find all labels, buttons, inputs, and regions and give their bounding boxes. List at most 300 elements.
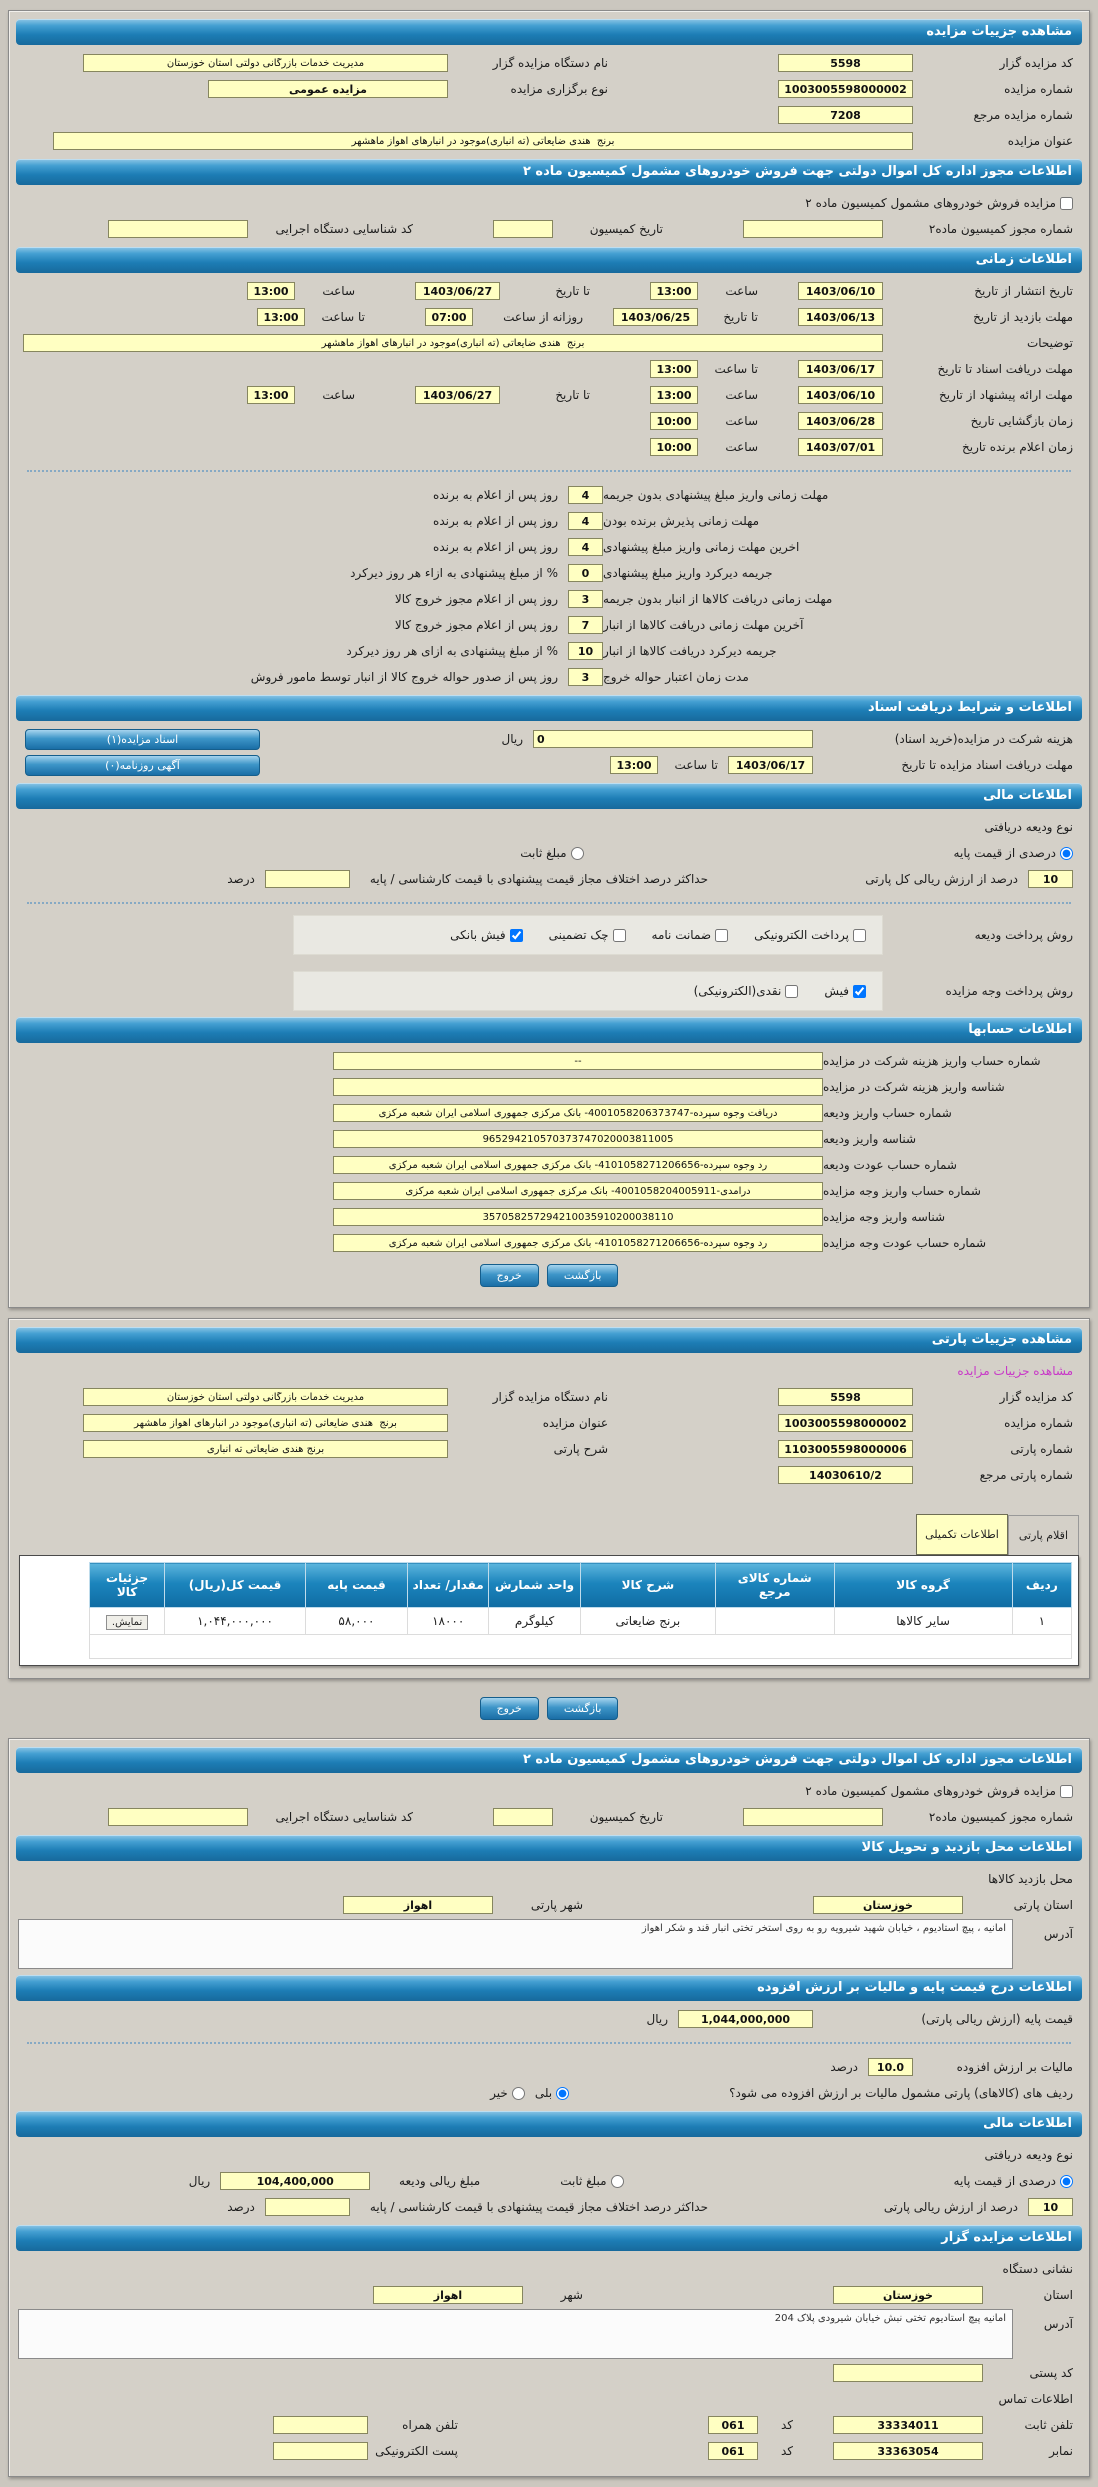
deadline-value-field[interactable] [568, 486, 603, 504]
postal-code-row [9, 2360, 1089, 2386]
party-tabs [9, 1514, 1089, 1555]
permit-checkbox-row [9, 190, 1089, 216]
visit-time-to-field[interactable] [257, 308, 305, 326]
organizer-address-label: آدرس [1043, 2317, 1073, 2331]
percent-unit-label: درصد [227, 872, 255, 886]
docs-deadline-time-field[interactable] [650, 360, 698, 378]
section-header-organizer: اطلاعات مزایده گزار [16, 2225, 1082, 2251]
back-button[interactable]: بازگشت [547, 1697, 619, 1720]
section-header-timing: اطلاعات زمانی [16, 247, 1082, 273]
cell-quantity: ۱۸۰۰۰ [408, 1608, 489, 1635]
visit-address-field[interactable]: امانیه ، پیچ استادیوم ، خیابان شهید شیرویه رو به روی استخر تختی انبار قند و شکر اهواز [18, 1919, 1013, 1969]
deadline-label: مهلت زمانی واریز مبلغ پیشنهادی بدون جریمه [603, 488, 829, 502]
permit-number-label: شماره مجوز کمیسیون ماده۲ [928, 222, 1073, 236]
base-price-label: قیمت پایه (ارزش ریالی پارتی) [921, 2012, 1073, 2026]
account-field[interactable] [333, 1104, 823, 1122]
party-organizer-field[interactable] [83, 1388, 448, 1406]
commission-date-label: تاریخ کمیسیون [589, 1810, 663, 1824]
deadline-row [9, 612, 1089, 638]
receipt-label: فیش [824, 984, 849, 998]
account-field[interactable] [333, 1182, 823, 1200]
offer-time-from-field[interactable] [650, 386, 698, 404]
email-label: پست الکترونیکی [375, 2444, 458, 2458]
auction-payment-method-row [9, 970, 1089, 1012]
account-row [9, 1074, 1089, 1100]
deposit-percent-suffix: درصد از ارزش ریالی پارتی [883, 2200, 1018, 2214]
account-row [9, 1126, 1089, 1152]
vat-row [9, 2054, 1089, 2080]
deadline-suffix: روز پس از صدور حواله خروج کالا از انبار توسط مامور فروش [250, 670, 558, 684]
phone-code-label: کد [780, 2418, 793, 2432]
party-number-label: شماره پارتی [1010, 1442, 1073, 1456]
cell-row-number: ۱ [1012, 1608, 1071, 1635]
cash-electronic-checkbox[interactable] [785, 985, 798, 998]
organizer-province-row [9, 2282, 1089, 2308]
tab-extra-info[interactable]: اطلاعات تکمیلی [916, 1514, 1008, 1555]
phone-code-field[interactable] [708, 2416, 758, 2434]
permit-number-label: شماره مجوز کمیسیون ماده۲ [928, 1810, 1073, 1824]
auction-ref-label: شماره مزایده مرجع [973, 108, 1073, 122]
exit-button[interactable]: خروج [480, 1264, 539, 1287]
permit-fields-row [9, 216, 1089, 242]
offer-deadline-row [9, 382, 1089, 408]
offer-date-to-field[interactable] [415, 386, 500, 404]
deadline-label: اخرین مهلت زمانی واریز مبلغ پیشنهادی [603, 540, 800, 554]
dotted-divider [27, 2042, 1071, 2044]
visit-until-hour-label: تا ساعت [321, 310, 365, 324]
section-header-party-details: مشاهده جزییات پارتی [16, 1327, 1082, 1353]
fixed-amount-label: مبلغ ثابت [560, 2174, 607, 2188]
agency-code-field[interactable] [108, 1808, 248, 1826]
deadline-value-field[interactable] [568, 564, 603, 582]
visit-date-from-field[interactable] [798, 308, 883, 326]
mobile-field[interactable] [273, 2416, 368, 2434]
visit-address-label: آدرس [1043, 1927, 1073, 1941]
col-ref-goods-number: شماره کالای مرجع [715, 1563, 834, 1608]
deadline-value-field[interactable] [568, 616, 603, 634]
commission-date-field[interactable] [493, 1808, 553, 1826]
party-province-label: استان پارتی [1013, 1898, 1073, 1912]
visit-to-date-label: تا تاریخ [723, 310, 758, 324]
offer-to-hour-label: ساعت [322, 388, 355, 402]
party-subject-field[interactable] [83, 1414, 448, 1432]
offer-date-from-field[interactable] [798, 386, 883, 404]
account-row [9, 1152, 1089, 1178]
visit-location-label: محل بازدید کالاها [988, 1872, 1073, 1886]
section-header-financial-1: اطلاعات مالی [16, 783, 1082, 809]
publish-time-from-field[interactable] [650, 282, 698, 300]
article2-auction-label: مزایده فروش خودروهای مشمول کمیسیون ماده ۲ [805, 1784, 1056, 1798]
party-province-field[interactable] [813, 1896, 963, 1914]
col-base-price: قیمت پایه [305, 1563, 408, 1608]
winner-date-field[interactable] [798, 438, 883, 456]
auction-code-row [9, 50, 1089, 76]
account-field[interactable] [333, 1130, 823, 1148]
newspaper-ad-button[interactable]: آگهی روزنامه(۰) [25, 755, 260, 776]
docs-purchase-date-field[interactable] [728, 756, 813, 774]
base-price-field[interactable] [678, 2010, 813, 2028]
publish-to-hour-label: ساعت [322, 284, 355, 298]
table-row [89, 1608, 1071, 1635]
auction-number-row [9, 76, 1089, 102]
deadline-value-field[interactable] [568, 668, 603, 686]
deadline-value-field[interactable] [568, 538, 603, 556]
fax-row [9, 2438, 1089, 2464]
visit-from-label: مهلت بازدید از تاریخ [973, 310, 1073, 324]
deadline-value-field[interactable] [568, 642, 603, 660]
auction-type-field[interactable] [208, 80, 448, 98]
notes-row [9, 330, 1089, 356]
daily-from-hour-label: روزانه از ساعت [503, 310, 583, 324]
docs-purchase-deadline-label: مهلت دریافت اسناد مزایده تا تاریخ [901, 758, 1073, 772]
auction-number-label: شماره مزایده [1004, 82, 1073, 96]
auction-documents-button[interactable]: اسناد مزایده(۱) [25, 729, 260, 750]
show-details-button[interactable]: نمایش. [106, 1615, 148, 1630]
table-header-row [89, 1563, 1071, 1608]
article2-auction-checkbox[interactable] [1060, 197, 1073, 210]
bank-receipt-label: فیش بانکی [450, 928, 506, 942]
visit-deadline-row [9, 304, 1089, 330]
panel1-actions [9, 1256, 1089, 1295]
party-extra-panel [8, 1738, 1090, 2477]
offer-to-date-label: تا تاریخ [555, 388, 590, 402]
cell-ref-goods-number [715, 1608, 834, 1635]
percent-of-base-radio[interactable] [1060, 2175, 1073, 2188]
organizer-province-label: استان [1043, 2288, 1073, 2302]
party-auctioneer-code-field[interactable] [778, 1388, 913, 1406]
percent-unit-label: درصد [227, 2200, 255, 2214]
deadline-value-field[interactable] [568, 512, 603, 530]
max-diff-field[interactable] [265, 870, 350, 888]
docs-purchase-until-hour-label: تا ساعت [674, 758, 718, 772]
fixed-amount-radio[interactable] [611, 2175, 624, 2188]
docs-until-hour-label: تا ساعت [714, 362, 758, 376]
auction-subject-label: عنوان مزایده [1007, 134, 1073, 148]
party-auction-details-link[interactable]: مشاهده جزییات مزایده [957, 1364, 1073, 1378]
participation-fee-row [9, 726, 1089, 752]
account-field[interactable] [333, 1078, 823, 1096]
middle-actions [0, 1689, 1098, 1728]
vat-no-radio[interactable] [512, 2087, 525, 2100]
vat-yes-label: بلی [534, 2086, 553, 2100]
col-goods-group: گروه کالا [834, 1563, 1012, 1608]
party-number-row [9, 1436, 1089, 1462]
account-label: شماره حساب عودت ودیعه [823, 1158, 957, 1172]
cell-goods-desc: برنج ضایعاتی [580, 1608, 715, 1635]
cell-count-unit: کیلوگرم [489, 1608, 581, 1635]
section-header-permit: اطلاعات مجوز اداره کل اموال دولتی جهت فروش خودروهای مشمول کمیسیون ماده ۲ [16, 159, 1082, 185]
agency-code-label: کد شناسایی دستگاه اجرایی [275, 1810, 413, 1824]
bank-receipt-checkbox[interactable] [510, 929, 523, 942]
deadline-label: مهلت زمانی پذیرش برنده بودن [603, 514, 760, 528]
auction-payment-options [293, 971, 883, 1011]
auction-ref-row [9, 102, 1089, 128]
deposit-amount-label: مبلغ ریالی ودیعه [399, 2174, 481, 2188]
fax-label: نمابر [1049, 2444, 1073, 2458]
deadline-suffix: % از مبلغ پیشنهادی به ازای هر روز دیرکرد [346, 644, 558, 658]
fixed-amount-label: مبلغ ثابت [520, 846, 567, 860]
opening-label: زمان بازگشایی تاریخ [970, 414, 1073, 428]
auctioneer-code-label: کد مزایده گزار [999, 56, 1073, 70]
deadline-row [9, 638, 1089, 664]
party-auctioneer-code-label: کد مزایده گزار [999, 1390, 1073, 1404]
party-desc-label: شرح پارتی [553, 1442, 608, 1456]
table-footer-bar [89, 1635, 1071, 1659]
account-row [9, 1100, 1089, 1126]
rial-unit-label: ریال [501, 732, 523, 746]
party-ref-row [9, 1462, 1089, 1488]
organizer-name-field[interactable] [83, 54, 448, 72]
account-label: شناسه واریز ودیعه [823, 1132, 917, 1146]
account-row [9, 1230, 1089, 1256]
tab-party-items[interactable]: اقلام پارتی [1008, 1515, 1079, 1555]
organizer-city-field[interactable] [373, 2286, 523, 2304]
deadline-row [9, 508, 1089, 534]
max-diff-field[interactable] [265, 2198, 350, 2216]
account-field[interactable] [333, 1208, 823, 1226]
guarantee-letter-label: ضمانت نامه [651, 928, 712, 942]
col-count-unit: واحد شمارش [489, 1563, 581, 1608]
email-field[interactable] [273, 2442, 368, 2460]
publish-hour-label: ساعت [725, 284, 758, 298]
party-ref-label: شماره پارتی مرجع [979, 1468, 1073, 1482]
account-label: شماره حساب واریز هزینه شرکت در مزایده [823, 1054, 1041, 1068]
opening-time-field[interactable] [650, 412, 698, 430]
auction-ref-field[interactable] [778, 106, 913, 124]
deposit-percent-row [9, 866, 1089, 892]
party-code-row [9, 1384, 1089, 1410]
publish-to-date-label: تا تاریخ [555, 284, 590, 298]
article2-auction-label: مزایده فروش خودروهای مشمول کمیسیون ماده ۲ [805, 196, 1056, 210]
dotted-divider [27, 902, 1071, 904]
party-auction-number-field[interactable] [778, 1414, 913, 1432]
deposit-payment-options [293, 915, 883, 955]
permit-number-field[interactable] [743, 220, 883, 238]
notes-label: توضیحات [1026, 336, 1073, 350]
agency-code-field[interactable] [108, 220, 248, 238]
auction-type-label: نوع برگزاری مزایده [510, 82, 608, 96]
deposit-percent-field[interactable] [1028, 870, 1073, 888]
deposit-percent-suffix: درصد از ارزش ریالی کل پارتی [865, 872, 1018, 886]
docs-receive-deadline-row [9, 356, 1089, 382]
winner-hour-label: ساعت [725, 440, 758, 454]
auction-payment-method-label: روش پرداخت وجه مزایده [945, 984, 1073, 998]
section-header-accounts: اطلاعات حسابها [16, 1017, 1082, 1043]
organizer-name-label: نام دستگاه مزایده گزار [492, 56, 608, 70]
deposit-type-label: نوع ودیعه دریافتی [984, 820, 1073, 834]
percent-of-base-label: درصدی از قیمت پایه [953, 2174, 1056, 2188]
fixed-amount-radio[interactable] [571, 847, 584, 860]
offer-hour-label: ساعت [725, 388, 758, 402]
opening-hour-label: ساعت [725, 414, 758, 428]
party-auction-number-row [9, 1410, 1089, 1436]
postal-code-field[interactable] [833, 2364, 983, 2382]
cash-electronic-label: نقدی(الکترونیکی) [693, 984, 782, 998]
fax-code-label: کد [780, 2444, 793, 2458]
party-city-field[interactable] [343, 1896, 493, 1914]
guarantee-letter-checkbox[interactable] [715, 929, 728, 942]
vat-yes-radio[interactable] [556, 2087, 569, 2100]
auction-subject-row [9, 128, 1089, 154]
docs-purchase-time-field[interactable] [610, 756, 658, 774]
deadline-suffix: روز پس از اعلام مجوز خروج کالا [394, 618, 558, 632]
account-row [9, 1178, 1089, 1204]
receipt-checkbox[interactable] [853, 985, 866, 998]
deadline-value-field[interactable] [568, 590, 603, 608]
organizer-address-field[interactable]: امانیه پیچ استادیوم تختی نبش خیابان شیرودی پلاک 204 [18, 2309, 1013, 2359]
max-diff-label: حداکثر درصد اختلاف مجاز قیمت پیشنهادی با قیمت کارشناسی / پایه [369, 2200, 708, 2214]
deadline-label: آخرین مهلت زمانی دریافت کالاها از انبار [603, 618, 804, 632]
max-diff-label: حداکثر درصد اختلاف مجاز قیمت پیشنهادی با قیمت کارشناسی / پایه [369, 872, 708, 886]
section-header-pricing: اطلاعات درج قیمت پایه و مالیات بر ارزش افزوده [16, 1975, 1082, 2001]
account-row [9, 1204, 1089, 1230]
agency-address-section-label: نشانی دستگاه [1002, 2262, 1073, 2276]
vat-no-label: خیر [490, 2086, 508, 2100]
exit-button[interactable]: خروج [480, 1697, 539, 1720]
winner-time-field[interactable] [650, 438, 698, 456]
permit-checkbox-row-2 [9, 1778, 1089, 1804]
col-total-price: قیمت کل(ریال) [165, 1563, 305, 1608]
percent-unit-label: درصد [830, 2060, 858, 2074]
permit-number-field[interactable] [743, 1808, 883, 1826]
commission-date-label: تاریخ کمیسیون [589, 222, 663, 236]
party-number-field[interactable] [778, 1440, 913, 1458]
opening-date-field[interactable] [798, 412, 883, 430]
vat-field[interactable] [868, 2058, 913, 2076]
deadline-row [9, 482, 1089, 508]
deposit-percent-field[interactable] [1028, 2198, 1073, 2216]
table-footer-row [89, 1635, 1071, 1659]
fax-code-field[interactable] [708, 2442, 758, 2460]
deposit-option-row-2 [9, 2168, 1089, 2194]
deadline-label: جریمه دیرکرد دریافت کالاها از انبار [603, 644, 777, 658]
deposit-type-row [9, 814, 1089, 840]
visit-date-to-field[interactable] [613, 308, 698, 326]
publish-date-row [9, 278, 1089, 304]
deadline-label: مدت زمان اعتبار حواله خروج [603, 670, 749, 684]
phone-field[interactable] [833, 2416, 983, 2434]
percent-of-base-radio[interactable] [1060, 847, 1073, 860]
section-header-docs-terms: اطلاعات و شرایط دریافت اسناد [16, 695, 1082, 721]
article2-auction-checkbox[interactable] [1060, 1785, 1073, 1798]
deposit-type-label: نوع ودیعه دریافتی [984, 2148, 1073, 2162]
visit-time-from-field[interactable] [425, 308, 473, 326]
section-header-location: اطلاعات محل بازدید و تحویل کالا [16, 1835, 1082, 1861]
publish-time-to-field[interactable] [247, 282, 295, 300]
deadline-suffix: % از مبلغ پیشنهادی به ازاء هر روز دیرکرد [350, 566, 558, 580]
organizer-province-field[interactable] [833, 2286, 983, 2304]
section-header-financial-2: اطلاعات مالی [16, 2111, 1082, 2137]
electronic-payment-checkbox[interactable] [853, 929, 866, 942]
offer-from-label: مهلت ارائه پیشنهاد از تاریخ [938, 388, 1073, 402]
visit-address-row [9, 1918, 1089, 1970]
agency-code-label: کد شناسایی دستگاه اجرایی [275, 222, 413, 236]
contact-section-label: اطلاعات تماس [998, 2392, 1073, 2406]
rial-unit-label: ریال [188, 2174, 211, 2188]
cell-goods-group: سایر کالاها [834, 1608, 1012, 1635]
account-label: شناسه واریز وجه مزایده [823, 1210, 946, 1224]
electronic-payment-label: پرداخت الکترونیکی [754, 928, 849, 942]
rial-unit-label: ریال [646, 2012, 668, 2026]
vat-question-row [9, 2080, 1089, 2106]
permit-fields-row-2 [9, 1804, 1089, 1830]
publish-date-to-field[interactable] [415, 282, 500, 300]
col-goods-details: جزئیات کالا [89, 1563, 165, 1608]
party-organizer-label: نام دستگاه مزایده گزار [492, 1390, 608, 1404]
offer-time-to-field[interactable] [247, 386, 295, 404]
docs-purchase-deadline-row [9, 752, 1089, 778]
deposit-payment-method-row [9, 914, 1089, 956]
deadline-row [9, 534, 1089, 560]
deadline-row [9, 560, 1089, 586]
docs-deadline-label: مهلت دریافت اسناد تا تاریخ [937, 362, 1073, 376]
cell-total-price: ۱,۰۴۴,۰۰۰,۰۰۰ [165, 1608, 305, 1635]
account-label: شماره حساب عودت وجه مزایده [823, 1236, 987, 1250]
col-goods-desc: شرح کالا [580, 1563, 715, 1608]
party-auction-number-label: شماره مزایده [1004, 1416, 1073, 1430]
account-field[interactable] [333, 1234, 823, 1252]
winner-announce-row [9, 434, 1089, 460]
percent-of-base-label: درصدی از قیمت پایه [953, 846, 1056, 860]
deposit-amount-field[interactable] [220, 2172, 370, 2190]
postal-code-label: کد پستی [1029, 2366, 1073, 2380]
dotted-divider [27, 470, 1071, 472]
certified-check-label: چک تضمینی [548, 928, 609, 942]
col-row-number: ردیف [1012, 1563, 1071, 1608]
deadline-suffix: روز پس از اعلام مجوز خروج کالا [394, 592, 558, 606]
deadline-row [9, 664, 1089, 690]
publish-date-from-field[interactable] [798, 282, 883, 300]
deadline-suffix: روز پس از اعلام به برنده [433, 488, 558, 502]
participation-fee-label: هزینه شرکت در مزایده(خرید اسناد) [894, 732, 1073, 746]
mobile-label: تلفن همراه [402, 2418, 458, 2432]
back-button[interactable]: بازگشت [547, 1264, 619, 1287]
party-items-table [89, 1562, 1072, 1659]
phone-row [9, 2412, 1089, 2438]
account-label: شماره حساب واریز وجه مزایده [823, 1184, 981, 1198]
party-items-table-container [19, 1555, 1079, 1666]
account-field[interactable] [333, 1052, 823, 1070]
publish-date-label: تاریخ انتشار از تاریخ [974, 284, 1073, 298]
account-label: شماره حساب واریز ودیعه [823, 1106, 952, 1120]
party-ref-field[interactable] [778, 1466, 913, 1484]
vat-question-label: ردیف های (کالاهای) پارتی مشمول مالیات بر ارزش افزوده می شود؟ [729, 2086, 1073, 2100]
commission-date-field[interactable] [493, 220, 553, 238]
cell-base-price: ۵۸,۰۰۰ [305, 1608, 408, 1635]
party-desc-field[interactable] [83, 1440, 448, 1458]
fax-field[interactable] [833, 2442, 983, 2460]
deposit-percent-row-2 [9, 2194, 1089, 2220]
party-details-panel [8, 1318, 1090, 1679]
auction-subject-field[interactable] [53, 132, 913, 150]
auction-number-field[interactable] [778, 80, 913, 98]
notes-field[interactable] [23, 334, 883, 352]
docs-deadline-date-field[interactable] [798, 360, 883, 378]
cell-goods-details [89, 1608, 165, 1635]
account-label: شناسه واریز هزینه شرکت در مزایده [823, 1080, 1005, 1094]
deadline-suffix: روز پس از اعلام به برنده [433, 514, 558, 528]
auction-details-panel [8, 10, 1090, 1308]
organizer-city-label: شهر [560, 2288, 583, 2302]
deposit-payment-method-label: روش پرداخت ودیعه [974, 928, 1073, 942]
deadline-suffix: روز پس از اعلام به برنده [433, 540, 558, 554]
certified-check-checkbox[interactable] [613, 929, 626, 942]
account-field[interactable] [333, 1156, 823, 1174]
party-province-row [9, 1892, 1089, 1918]
auctioneer-code-field[interactable] [778, 54, 913, 72]
opening-time-row [9, 408, 1089, 434]
participation-fee-field[interactable] [533, 730, 813, 748]
